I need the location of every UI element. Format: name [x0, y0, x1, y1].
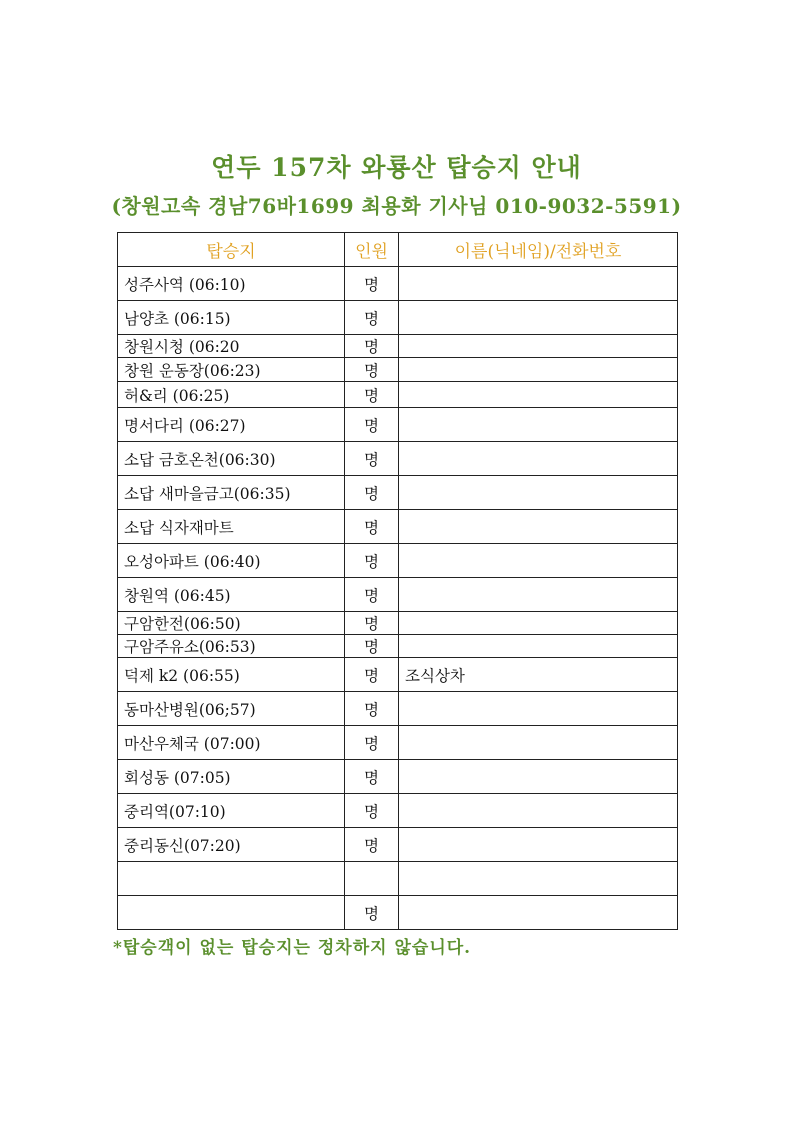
row-name-phone — [399, 578, 678, 612]
table-row — [118, 382, 678, 408]
row-stop: 소답 새마을금고(06:35) — [118, 476, 345, 510]
header-count: 인원 — [345, 233, 399, 267]
row-stop: 성주사역 (06:10) — [118, 267, 345, 301]
table-row — [118, 635, 678, 658]
table-row — [118, 828, 678, 862]
row-name-phone — [399, 635, 678, 658]
row-count: 명 — [345, 612, 399, 635]
row-count: 명 — [345, 760, 399, 794]
row-count: 명 — [345, 578, 399, 612]
row-stop: 창원역 (06:45) — [118, 578, 345, 612]
table-row — [118, 544, 678, 578]
row-stop: 명서다리 (06:27) — [118, 408, 345, 442]
row-count: 명 — [345, 408, 399, 442]
table-row — [118, 612, 678, 635]
table-row — [118, 794, 678, 828]
table-row — [118, 408, 678, 442]
page-subtitle: (창원고속 경남76바1699 최용화 기사님 010-9032-5591) — [111, 194, 682, 218]
table-row — [118, 896, 678, 930]
table-row — [118, 267, 678, 301]
row-count: 명 — [345, 635, 399, 658]
table-row — [118, 726, 678, 760]
table-row — [118, 442, 678, 476]
row-name-phone — [399, 382, 678, 408]
footnote: *탑승객이 없는 탑승지는 정차하지 않습니다. — [113, 938, 472, 958]
table-row — [118, 760, 678, 794]
row-name-phone — [399, 726, 678, 760]
row-name-phone — [399, 476, 678, 510]
table-row — [118, 335, 678, 358]
row-stop: 구암한전(06:50) — [118, 612, 345, 635]
row-stop: 소답 금호온천(06:30) — [118, 442, 345, 476]
table-row — [118, 862, 678, 896]
header-name-phone: 이름(닉네임)/전화번호 — [399, 233, 678, 267]
row-stop: 회성동 (07:05) — [118, 760, 345, 794]
row-count: 명 — [345, 658, 399, 692]
row-count: 명 — [345, 301, 399, 335]
row-count: 명 — [345, 267, 399, 301]
row-stop — [118, 896, 345, 930]
row-name-phone — [399, 358, 678, 382]
row-count: 명 — [345, 726, 399, 760]
table-row — [118, 301, 678, 335]
row-count: 명 — [345, 358, 399, 382]
row-stop: 구암주유소(06:53) — [118, 635, 345, 658]
row-name-phone — [399, 510, 678, 544]
row-name-phone — [399, 335, 678, 358]
row-name-phone — [399, 267, 678, 301]
page-title: 연두 157차 와룡산 탑승지 안내 — [211, 153, 582, 182]
row-stop: 동마산병원(06;57) — [118, 692, 345, 726]
row-count: 명 — [345, 544, 399, 578]
row-name-phone — [399, 896, 678, 930]
table-row — [118, 510, 678, 544]
row-name-phone — [399, 692, 678, 726]
row-count: 명 — [345, 896, 399, 930]
table-row — [118, 476, 678, 510]
row-name-phone — [399, 828, 678, 862]
row-count — [345, 862, 399, 896]
row-count: 명 — [345, 335, 399, 358]
row-stop: 마산우체국 (07:00) — [118, 726, 345, 760]
row-count: 명 — [345, 692, 399, 726]
row-count: 명 — [345, 510, 399, 544]
row-stop: 중리역(07:10) — [118, 794, 345, 828]
row-name-phone — [399, 760, 678, 794]
table-row — [118, 358, 678, 382]
row-name-phone — [399, 612, 678, 635]
row-count: 명 — [345, 794, 399, 828]
row-stop: 창원시청 (06:20 — [118, 335, 345, 358]
row-name-phone — [399, 442, 678, 476]
row-count: 명 — [345, 476, 399, 510]
table-row — [118, 658, 678, 692]
row-stop: 허&리 (06:25) — [118, 382, 345, 408]
row-name-phone — [399, 794, 678, 828]
row-name-phone — [399, 862, 678, 896]
row-count: 명 — [345, 382, 399, 408]
row-stop: 중리동신(07:20) — [118, 828, 345, 862]
header-stop: 탑승지 — [118, 233, 345, 267]
table-header-row — [118, 233, 678, 267]
table-row — [118, 692, 678, 726]
table-row — [118, 578, 678, 612]
row-stop: 창원 운동장(06:23) — [118, 358, 345, 382]
row-name-phone: 조식상차 — [399, 658, 678, 692]
row-name-phone — [399, 544, 678, 578]
row-stop — [118, 862, 345, 896]
row-stop: 소답 식자재마트 — [118, 510, 345, 544]
row-stop: 오성아파트 (06:40) — [118, 544, 345, 578]
row-count: 명 — [345, 828, 399, 862]
row-name-phone — [399, 408, 678, 442]
row-stop: 덕제 k2 (06:55) — [118, 658, 345, 692]
row-count: 명 — [345, 442, 399, 476]
row-stop: 남양초 (06:15) — [118, 301, 345, 335]
boarding-table — [117, 232, 678, 930]
row-name-phone — [399, 301, 678, 335]
